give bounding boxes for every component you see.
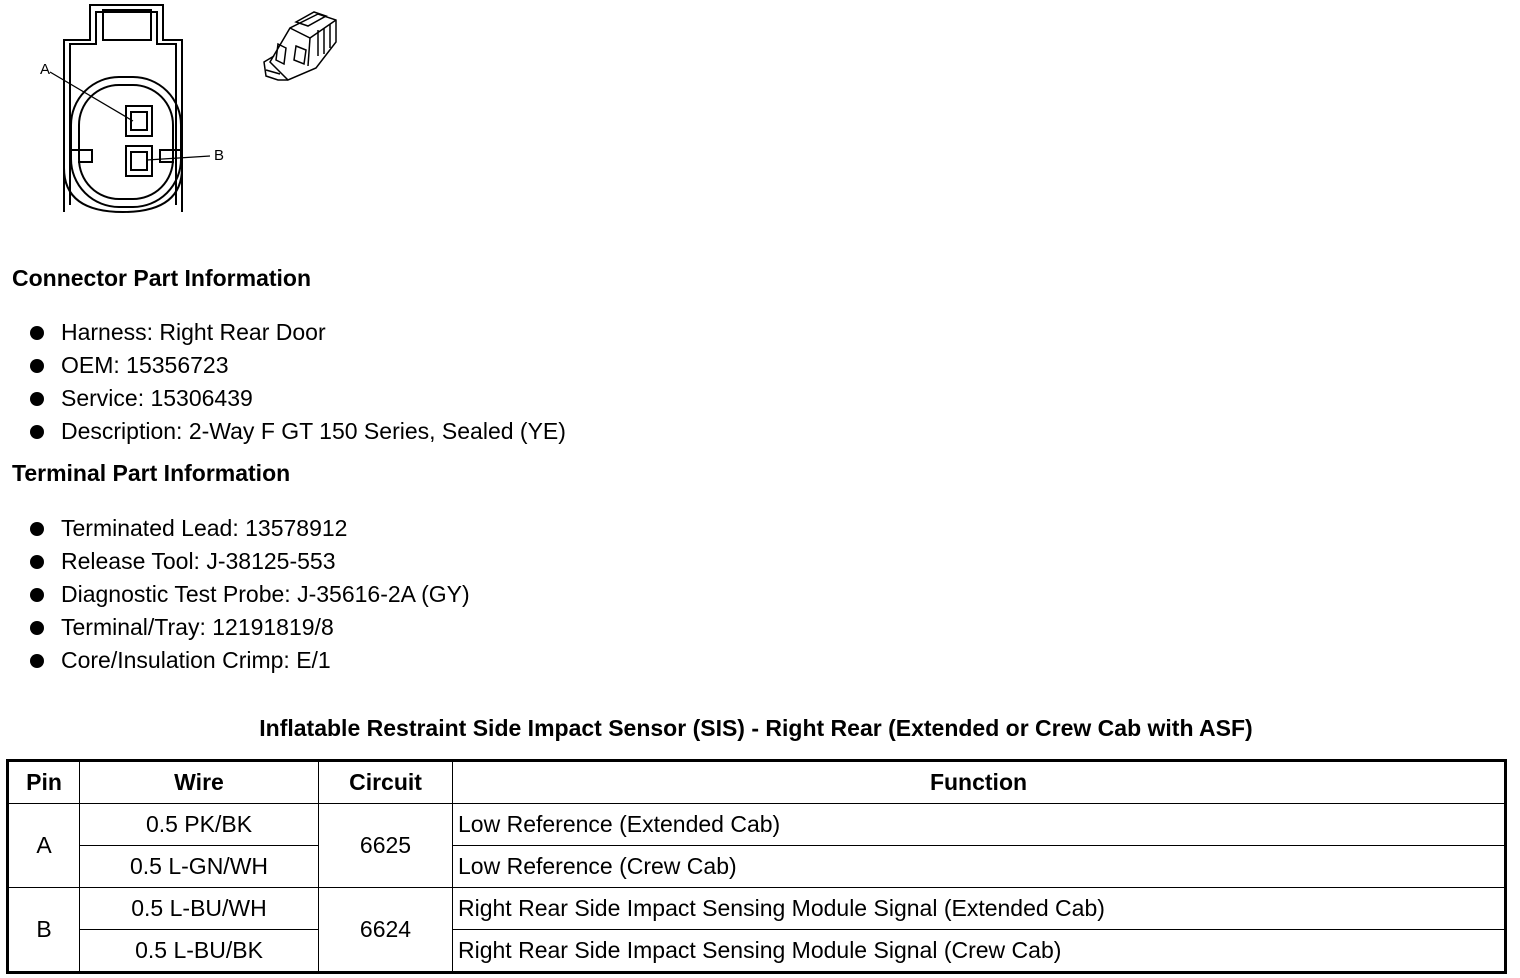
- list-item: Harness: Right Rear Door: [28, 316, 566, 349]
- list-item: Diagnostic Test Probe: J-35616-2A (GY): [28, 578, 470, 611]
- wire-cell: 0.5 L-BU/BK: [80, 930, 319, 973]
- list-item: OEM: 15356723: [28, 349, 566, 382]
- connector-part-info-list: [28, 316, 566, 448]
- list-item: Release Tool: J-38125-553: [28, 545, 470, 578]
- list-item: Description: 2-Way F GT 150 Series, Sealed (YE): [28, 415, 566, 448]
- table-row: [8, 804, 1506, 846]
- list-item: Terminal/Tray: 12191819/8: [28, 611, 470, 644]
- wire-cell: 0.5 L-GN/WH: [80, 846, 319, 888]
- header-pin: Pin: [8, 761, 80, 804]
- pin-cell: A: [8, 804, 80, 888]
- table-row: [8, 930, 1506, 973]
- header-circuit: Circuit: [319, 761, 453, 804]
- function-cell: Low Reference (Extended Cab): [453, 804, 1506, 846]
- list-item: Service: 15306439: [28, 382, 566, 415]
- header-function: Function: [453, 761, 1506, 804]
- table-row: [8, 888, 1506, 930]
- circuit-cell: 6624: [319, 888, 453, 973]
- table-caption: Inflatable Restraint Side Impact Sensor (SIS) - Right Rear (Extended or Crew Cab with ASF): [259, 715, 1253, 741]
- function-cell: Right Rear Side Impact Sensing Module Signal (Extended Cab): [453, 888, 1506, 930]
- connector-part-info-title: Connector Part Information: [12, 265, 312, 291]
- pinout-table: [6, 759, 1507, 974]
- wire-cell: 0.5 L-BU/WH: [80, 888, 319, 930]
- function-cell: Right Rear Side Impact Sensing Module Signal (Crew Cab): [453, 930, 1506, 973]
- function-cell: Low Reference (Crew Cab): [453, 846, 1506, 888]
- circuit-cell: 6625: [319, 804, 453, 888]
- table-row: [8, 846, 1506, 888]
- terminal-part-info-title: Terminal Part Information: [12, 460, 291, 486]
- table-header-row: [8, 761, 1506, 804]
- connector-diagram: [0, 0, 360, 225]
- pin-a-label: A: [40, 61, 51, 78]
- terminal-part-info-list: [28, 512, 470, 677]
- connector-face-view: [50, 5, 210, 212]
- list-item: Terminated Lead: 13578912: [28, 512, 470, 545]
- header-wire: Wire: [80, 761, 319, 804]
- pin-cell: B: [8, 888, 80, 973]
- list-item: Core/Insulation Crimp: E/1: [28, 644, 470, 677]
- pin-b-label: B: [214, 147, 225, 164]
- connector-3d-thumbnail: [264, 12, 336, 80]
- wire-cell: 0.5 PK/BK: [80, 804, 319, 846]
